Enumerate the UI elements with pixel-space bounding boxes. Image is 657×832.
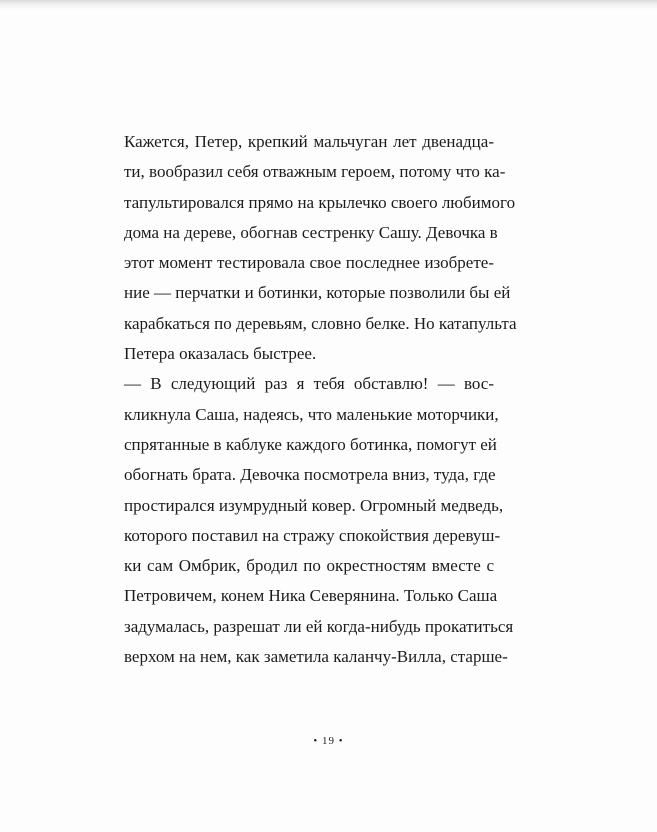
text-line: ние — перчатки и ботинки, которые позволили бы ей [124,283,511,303]
page-edge-shadow [0,0,657,10]
text-line: этот момент тестировала свое последнее изобрете- [124,253,494,273]
text-line: Петровичем, конем Ника Северянина. Только Саша [124,586,498,606]
body-text [124,127,517,672]
text-line: карабкаться по деревьям, словно белке. Но катапульта [124,313,517,333]
text-line: которого поставил на стражу спокойствия деревуш- [124,525,501,545]
text-line: тапультировался прямо на крылечко своего любимого [124,192,516,212]
text-line: ти, вообразил себя отважным героем, потому что ка- [124,162,506,182]
text-line: — В следующий раз я тебя обставлю! — вос- [124,374,494,394]
text-line: задумалась, разрешат ли ей когда-нибудь прокатиться [124,616,514,636]
text-line: дома на дереве, обогнав сестренку Сашу. Девочка в [124,222,498,242]
text-line: кликнула Саша, надеясь, что маленькие моторчики, [124,404,499,424]
text-line: спрятанные в каблуке каждого ботинка, помогут ей [124,434,497,454]
text-line: обогнать брата. Девочка посмотрела вниз, туда, где [124,465,496,485]
text-line: Петера оказалась быстрее. [124,344,317,364]
page-number: • 19 • [313,735,344,747]
text-line: ки сам Омбрик, бродил по окрестностям вместе с [124,556,494,576]
text-line: простирался изумрудный ковер. Огромный медведь, [124,495,504,515]
text-line: верхом на нем, как заметила каланчу-Вилла, старше- [124,647,508,667]
text-line: Кажется, Петер, крепкий мальчуган лет двенадца- [124,132,494,151]
